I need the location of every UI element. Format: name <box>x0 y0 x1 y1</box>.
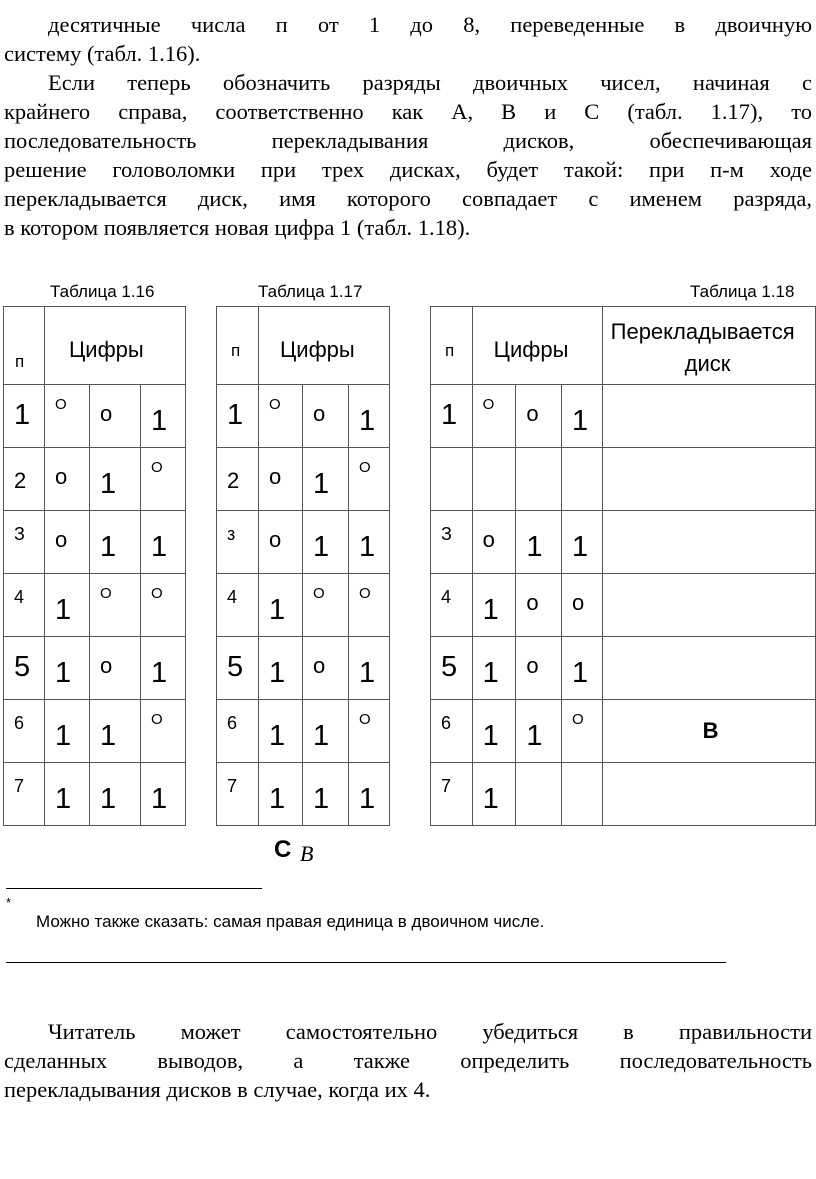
digit-cell <box>349 574 390 637</box>
header-digits: Цифры <box>280 337 355 362</box>
row-number-cell <box>431 385 473 448</box>
digit-cell <box>141 763 186 826</box>
digit: 1 <box>359 657 376 689</box>
row-number-cell <box>431 574 473 637</box>
explanation-line: последовательность перекладывания дисков, обеспечивающая <box>4 128 812 153</box>
row-number: 7 <box>441 776 452 796</box>
row-number: 4 <box>227 587 238 607</box>
digit-cell <box>303 763 349 826</box>
digit-cell <box>90 763 141 826</box>
digit: 1 <box>55 783 72 815</box>
header-n-cell <box>431 307 473 385</box>
moved-disk-cell <box>602 637 815 700</box>
digit-cell <box>45 700 90 763</box>
digit-cell <box>516 385 562 448</box>
header-digits: Цифры <box>69 337 144 362</box>
row-number-cell <box>217 637 259 700</box>
closing-paragraph <box>4 1017 812 1104</box>
table-row <box>217 637 390 700</box>
table-row <box>217 385 390 448</box>
table-row <box>431 511 816 574</box>
intro-paragraph <box>4 10 812 68</box>
row-number: 1 <box>14 399 31 431</box>
digit-cell <box>472 574 516 637</box>
digit-cell <box>561 448 602 511</box>
moved-disk-cell <box>602 574 815 637</box>
header-moved-line2: диск <box>684 351 731 376</box>
digit: о <box>55 527 68 552</box>
explanation-line: в котором появляется новая цифра 1 (табл. 1.18). <box>4 215 471 240</box>
row-number: 2 <box>14 468 27 493</box>
digit-cell <box>472 448 516 511</box>
digit-cell <box>561 637 602 700</box>
digit: 1 <box>269 783 286 815</box>
digit: 1 <box>482 783 499 815</box>
digit: 1 <box>100 468 117 500</box>
digit-cell <box>349 511 390 574</box>
digit-cell <box>472 763 516 826</box>
row-number: 5 <box>14 651 31 683</box>
digit-cell <box>259 700 303 763</box>
moved-disk-cell <box>602 763 815 826</box>
digit: О <box>313 585 325 602</box>
moved-disk-cell <box>602 700 815 763</box>
digit: 1 <box>571 405 589 437</box>
digit: 1 <box>269 594 286 626</box>
digit-cell <box>259 637 303 700</box>
digit: 1 <box>55 594 72 626</box>
digit-cell <box>45 448 90 511</box>
row-number-cell <box>4 700 45 763</box>
table-row <box>4 700 186 763</box>
digit: 1 <box>313 720 330 752</box>
caption-table-17: Таблица 1.17 <box>258 282 363 301</box>
digit-cell <box>259 574 303 637</box>
digit-cell <box>303 385 349 448</box>
digit-cell <box>516 511 562 574</box>
digit-cell <box>472 511 516 574</box>
digit: о <box>313 401 326 426</box>
footnote-separator <box>6 888 262 889</box>
row-number: 6 <box>14 713 25 733</box>
digit: 1 <box>482 657 499 689</box>
row-number: 2 <box>227 468 240 493</box>
header-digits-cell <box>472 307 602 385</box>
row-number-cell <box>4 574 45 637</box>
moved-disk-cell <box>602 448 815 511</box>
digit: О <box>571 711 584 728</box>
table-row <box>431 448 816 511</box>
row-number: 4 <box>441 587 452 607</box>
table-1-16 <box>3 306 186 826</box>
table-row <box>4 385 186 448</box>
row-number-cell <box>431 637 473 700</box>
digit: 1 <box>482 720 499 752</box>
digit: 1 <box>151 657 168 689</box>
explanation-line: крайнего справа, соответственно как A, B и C (табл. 1.17), то <box>4 99 812 124</box>
row-number-cell <box>4 385 45 448</box>
row-number: 5 <box>227 651 244 683</box>
digit: 1 <box>55 720 72 752</box>
row-number-cell <box>217 700 259 763</box>
digit-cell <box>472 385 516 448</box>
digit-cell <box>90 511 141 574</box>
row-number: 1 <box>441 399 458 431</box>
header-moved-disk-cell <box>602 307 815 385</box>
closing-line: Читатель может самостоятельно убедиться в правильности <box>48 1019 812 1044</box>
table-row <box>4 448 186 511</box>
table-row <box>217 574 390 637</box>
moved-disk-cell <box>602 385 815 448</box>
digit-cell <box>259 385 303 448</box>
table-row <box>431 574 816 637</box>
digit: 1 <box>151 531 168 563</box>
digit-cell <box>349 385 390 448</box>
row-number: 7 <box>227 776 238 796</box>
digit-cell <box>90 637 141 700</box>
row-number-cell <box>217 763 259 826</box>
row-number-cell <box>431 448 473 511</box>
row-number-cell <box>217 511 259 574</box>
digit: О <box>359 585 371 602</box>
header-n: п <box>231 341 241 360</box>
table-1-17 <box>216 306 390 826</box>
table-row <box>4 574 186 637</box>
digit: о <box>526 401 539 426</box>
closing-line: перекладывания дисков в случае, когда их 4. <box>4 1077 431 1102</box>
header-moved-line1: Перекладывается <box>610 319 795 344</box>
row-number: З <box>441 524 452 544</box>
explanation-line: перекладывается диск, имя которого совпадает с именем разряда, <box>4 186 812 211</box>
digit: 1 <box>571 657 589 689</box>
digit-cell <box>303 511 349 574</box>
digit: 1 <box>100 783 117 815</box>
digit: 1 <box>269 720 286 752</box>
digit: о <box>313 653 326 678</box>
digit: 1 <box>151 405 168 437</box>
row-number: 6 <box>227 713 238 733</box>
digit-cell <box>45 511 90 574</box>
digit-cell <box>561 574 602 637</box>
digit: 1 <box>359 405 376 437</box>
digit: 1 <box>269 657 286 689</box>
digit-cell <box>516 700 562 763</box>
digit: 1 <box>313 468 330 500</box>
moved-disk-cell <box>602 511 815 574</box>
header-n: п <box>445 341 455 360</box>
header-digits-cell <box>45 307 186 385</box>
digit: 1 <box>359 531 376 563</box>
header-n-cell <box>217 307 259 385</box>
column-label-b: В <box>300 841 314 866</box>
row-number-cell <box>431 511 473 574</box>
table-1-18 <box>430 306 816 826</box>
table-row <box>431 637 816 700</box>
row-number: 7 <box>14 776 25 796</box>
digit: о <box>100 653 113 678</box>
digit-cell <box>516 637 562 700</box>
digit-cell <box>141 637 186 700</box>
digit-cell <box>141 511 186 574</box>
digit-cell <box>516 574 562 637</box>
row-number-cell <box>4 637 45 700</box>
digit-cell <box>303 637 349 700</box>
digit-cell <box>303 574 349 637</box>
digit-cell <box>259 511 303 574</box>
moved-disk: В <box>702 718 719 743</box>
digit: 1 <box>55 657 72 689</box>
digit: 1 <box>482 594 499 626</box>
digit-cell <box>472 637 516 700</box>
digit: О <box>269 396 281 413</box>
row-number-cell <box>431 700 473 763</box>
digit-cell <box>303 700 349 763</box>
digit-cell <box>141 574 186 637</box>
table-row <box>431 385 816 448</box>
explanation-paragraph <box>4 68 812 242</box>
table-row <box>4 637 186 700</box>
caption-table-18: Таблица 1.18 <box>690 282 795 301</box>
digit: 1 <box>151 783 168 815</box>
digit-cell <box>141 448 186 511</box>
column-label-c: С <box>274 836 292 863</box>
row-number-cell <box>217 448 259 511</box>
digit: 1 <box>571 531 589 563</box>
digit: 1 <box>526 531 543 563</box>
table-row <box>217 448 390 511</box>
digit: 1 <box>100 531 117 563</box>
digit-cell <box>90 574 141 637</box>
digit: о <box>482 527 495 552</box>
row-number: 4 <box>14 587 25 607</box>
digit-cell <box>45 763 90 826</box>
digit: О <box>151 585 163 602</box>
digit: о <box>571 590 585 615</box>
digit-cell <box>90 385 141 448</box>
table-row <box>4 763 186 826</box>
digit: 1 <box>100 720 117 752</box>
digit-cell <box>90 700 141 763</box>
digit-cell <box>472 700 516 763</box>
row-number: 1 <box>227 399 244 431</box>
intro-line: десятичные числа п от 1 до 8, переведенные в двоичную <box>48 12 812 37</box>
row-number: з <box>227 524 236 544</box>
closing-line: сделанных выводов, а также определить последовательность <box>4 1048 812 1073</box>
row-number-cell <box>4 763 45 826</box>
digit-cell <box>303 448 349 511</box>
row-number: 6 <box>441 713 452 733</box>
digit: 1 <box>313 531 330 563</box>
header-n: п <box>15 352 25 371</box>
digit-cell <box>45 385 90 448</box>
digit: о <box>100 401 113 426</box>
caption-table-16: Таблица 1.16 <box>50 282 155 301</box>
digit: о <box>526 590 539 615</box>
digit: о <box>55 464 68 489</box>
digit-cell <box>561 385 602 448</box>
explanation-line: Если теперь обозначить разряды двоичных чисел, начиная с <box>48 70 812 95</box>
digit: О <box>482 396 495 413</box>
digit-cell <box>349 700 390 763</box>
table-row <box>217 511 390 574</box>
digit-cell <box>349 763 390 826</box>
table-row <box>431 700 816 763</box>
digit: 1 <box>526 720 543 752</box>
digit: 1 <box>359 783 376 815</box>
digit-cell <box>561 700 602 763</box>
digit: О <box>359 459 371 476</box>
table-row <box>4 511 186 574</box>
row-number-cell <box>4 448 45 511</box>
digit: о <box>269 527 282 552</box>
header-n-cell <box>4 307 45 385</box>
digit-cell <box>516 448 562 511</box>
intro-line: систему (табл. 1.16). <box>4 41 201 66</box>
row-number-cell <box>431 763 473 826</box>
digit-cell <box>45 574 90 637</box>
digit: О <box>151 711 163 728</box>
digit-cell <box>516 763 562 826</box>
header-digits-cell <box>259 307 390 385</box>
table-row <box>217 700 390 763</box>
row-number-cell <box>217 574 259 637</box>
digit-cell <box>90 448 141 511</box>
digit: О <box>55 396 67 413</box>
row-number-cell <box>217 385 259 448</box>
table-row <box>431 763 816 826</box>
explanation-line: решение головоломки при трех дисках, будет такой: при п-м ходе <box>4 157 812 182</box>
digit-cell <box>349 637 390 700</box>
digit: о <box>269 464 282 489</box>
footnote-bottom-rule <box>6 962 726 963</box>
row-number-cell <box>4 511 45 574</box>
digit-cell <box>141 385 186 448</box>
digit: О <box>100 585 112 602</box>
digit: О <box>359 711 371 728</box>
digit-cell <box>259 763 303 826</box>
digit-cell <box>349 448 390 511</box>
digit-cell <box>561 511 602 574</box>
row-number: 5 <box>441 651 458 683</box>
digit: 1 <box>313 783 330 815</box>
digit-cell <box>561 763 602 826</box>
footnote-mark: * <box>6 895 12 910</box>
digit: О <box>151 459 163 476</box>
digit-cell <box>45 637 90 700</box>
row-number: З <box>14 524 25 544</box>
digit-cell <box>259 448 303 511</box>
table-row <box>217 763 390 826</box>
digit-cell <box>141 700 186 763</box>
footnote-text: Можно также сказать: самая правая единица в двоичном числе. <box>36 912 545 931</box>
header-digits: Цифры <box>493 337 569 362</box>
digit: о <box>526 653 539 678</box>
